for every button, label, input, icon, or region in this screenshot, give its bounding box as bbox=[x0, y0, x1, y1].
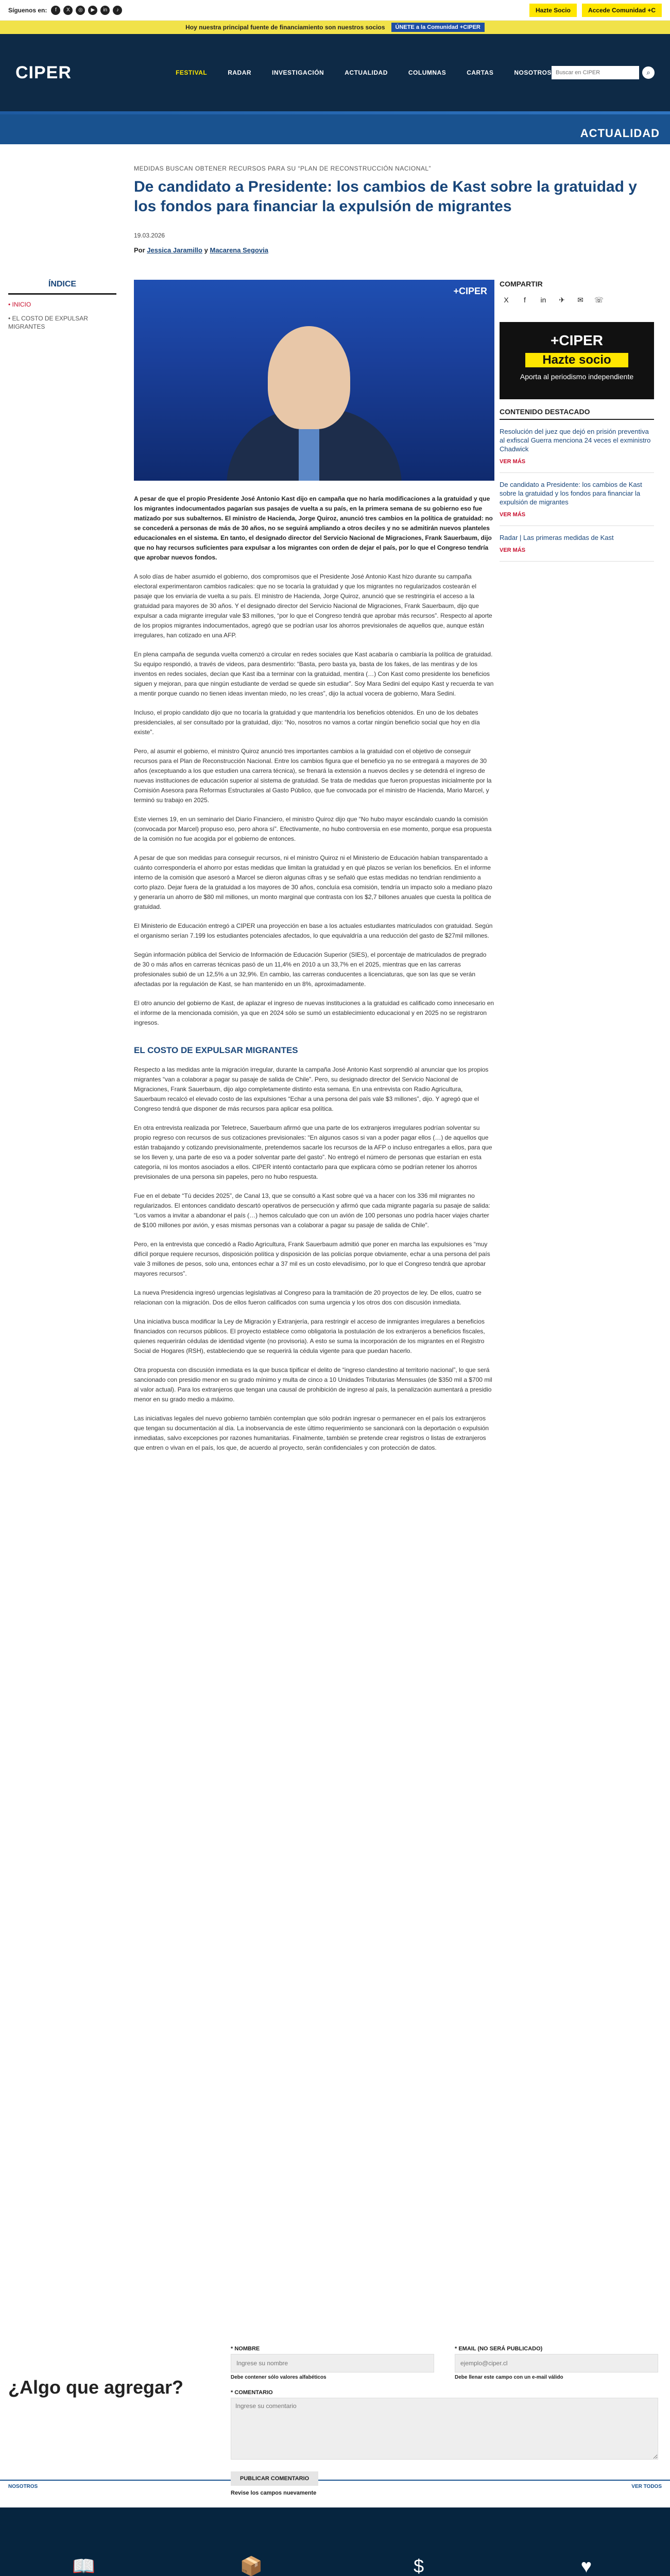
nav-item-festival[interactable]: FESTIVAL bbox=[176, 69, 208, 76]
nav-item-cartas[interactable]: CARTAS bbox=[467, 69, 494, 76]
section-banner bbox=[0, 111, 670, 144]
main-nav bbox=[0, 34, 670, 111]
read-more-link[interactable]: VER MÁS bbox=[500, 459, 526, 465]
hero-image bbox=[134, 280, 494, 481]
article-header bbox=[0, 144, 670, 254]
search-icon[interactable]: ⌕ bbox=[642, 66, 655, 79]
publish-button[interactable]: PUBLICAR COMENTARIO bbox=[231, 2471, 318, 2486]
index-title: ÍNDICE bbox=[8, 280, 116, 295]
view-all-link[interactable]: VER TODOS bbox=[631, 2484, 662, 2489]
section-heading: EL COSTO DE EXPULSAR MIGRANTES bbox=[134, 1045, 298, 1055]
top-bar bbox=[0, 0, 670, 21]
article-body bbox=[134, 280, 494, 1453]
ad-subtitle: Aporta al periodismo independiente bbox=[520, 372, 634, 381]
read-more-link[interactable]: VER MÁS bbox=[500, 547, 526, 553]
section-stripe bbox=[0, 111, 670, 114]
comment-form bbox=[231, 2346, 658, 2496]
nav-menu bbox=[176, 69, 552, 76]
content-layout bbox=[0, 254, 670, 2335]
email-hint: Debe llenar este campo con un e-mail válido bbox=[455, 2375, 563, 2380]
form-error: Revise los campos nuevamente bbox=[231, 2490, 317, 2496]
article-date: 19.03.2026 bbox=[134, 232, 165, 239]
search-input[interactable] bbox=[552, 66, 639, 79]
whatsapp-icon[interactable]: ☏ bbox=[594, 295, 604, 304]
box-icon: 📦 bbox=[239, 2555, 263, 2576]
book-icon: 📖 bbox=[72, 2555, 96, 2576]
article-paragraph: Otra propuesta con discusión inmediata es la que busca tipificar el delito de “ingreso clandestino al territorio nacional”, lo que será sancionado con presidio menor en su grado mínimo y multa de cinco a 10 Unidades Tributarias Mensuales (de $350 mil a $700 mil al valor actual). Para los extranjeros que tengan una causal de prohibición de ingreso al país, la penalización aumentará a presidio menor en su grado medio a máximo. bbox=[134, 1366, 492, 1403]
read-more-link[interactable]: VER MÁS bbox=[500, 512, 526, 518]
article-paragraph: Una iniciativa busca modificar la Ley de Migración y Extranjería, para restringir el acceso de inmigrantes irregulares a beneficios financiados con recursos públicos. El proyecto establece como obligatoria la postulación de los extranjeros a beneficios fiscales, quienes requerirán cédulas de identidad vigente (no provisoria). A esto se suma la incorporación de los migrantes en el Registro Social de Hogares (RSH), estableciendo que se requerirá la cédula vigente para que puedan hacerlo. bbox=[134, 1318, 485, 1354]
linkedin-icon[interactable]: in bbox=[540, 296, 546, 304]
comment-textarea[interactable] bbox=[231, 2398, 658, 2460]
nav-item-actualidad[interactable]: ACTUALIDAD bbox=[345, 69, 388, 76]
promo-text: Hoy nuestra principal fuente de financiamiento son nuestros socios bbox=[185, 24, 385, 31]
telegram-icon[interactable]: ✈ bbox=[559, 295, 565, 304]
name-input[interactable] bbox=[231, 2354, 434, 2372]
article-paragraph: Según información pública del Servicio de Información de Educación Superior (SIES), el porcentaje de matriculados de pregrado de 30 o más años en carreras técnicas pasó de un 11,4% en 2010 a un 33,7% en el 2025, mientras que en las carreras profesionales subió de un 12,5% a un 32,9%. En cambio, las carreras conducentes a licenciaturas, que son las que se verán afectadas por la regulación de Kast, se han mantenido en un 8%, aproximadamente. bbox=[134, 951, 487, 988]
youtube-icon[interactable]: ▶ bbox=[88, 6, 97, 15]
x-icon[interactable]: X bbox=[504, 296, 509, 304]
promo-bar bbox=[0, 21, 670, 34]
index-item-inicio[interactable]: • INICIO bbox=[8, 301, 31, 308]
nav-item-investigacion[interactable]: INVESTIGACIÓN bbox=[272, 69, 324, 76]
card-enviar[interactable] bbox=[167, 2507, 335, 2576]
article-paragraph: El Ministerio de Educación entregó a CIPER una proyección en base a los actuales estudiantes matriculados con gratuidad. Según el organismo serían 7.199 los estudiantes potenciales afectados, lo que equivaldría a una reducción del gasto de $27mil millones. bbox=[134, 922, 493, 939]
article-authors: Por Jessica Jaramillo y Macarena Segovia bbox=[134, 246, 268, 254]
featured-title: CONTENIDO DESTACADO bbox=[500, 408, 654, 420]
article-paragraph: En plena campaña de segunda vuelta comenzó a circular en redes sociales que Kast acabaría o cambiaría la política de gratuidad. Su equipo respondió, a través de videos, para desmentirlo: “Basta, pero basta ya, basta de los fakes, de las mentiras y de los inventos en redes sociales, decían que Kast iba a terminar con la gratuidad, mentira (…) Con Kast como presidente los beneficios siguen y mejoran, para que ningún estudiante de verdad se quede sin estudiar”. Soy Mara Sedini del equipo Kast y recuerda te van a mentir porque cuando no tienen ideas inventan miedo, no les creas”, dijo la actual vocera de gobierno, Mara Sedini. bbox=[134, 651, 494, 697]
email-input[interactable] bbox=[455, 2354, 658, 2372]
facebook-icon[interactable]: f bbox=[51, 6, 60, 15]
nosotros-label: NOSOTROS bbox=[8, 2484, 38, 2489]
name-hint: Debe contener sólo valores alfabéticos bbox=[231, 2375, 327, 2380]
article-paragraph: La nueva Presidencia ingresó urgencias legislativas al Congreso para la tramitación de 20 proyectos de ley. De ellos, cuatro se relacionan con la migración. Dos de ellos fueron calificados con suma urgencia y los otros dos con discusión inmediata. bbox=[134, 1289, 482, 1306]
author-link[interactable]: Jessica Jaramillo bbox=[147, 246, 202, 254]
search-box bbox=[552, 66, 655, 79]
article-paragraph: Pero, en la entrevista que concedió a Radio Agricultura, Frank Sauerbaum admitió que poner en marcha las expulsiones es “muy difícil porque requiere recursos, disposición política y disposición de las policías porque obviamente, echar a una persona del país vale 3 millones de pesos, solo una, entonces echar a 37 mil es un costo elevadísimo, por lo que el Congreso tendrá que aprobar mayores recursos”. bbox=[134, 1241, 490, 1277]
hazte-socio-button[interactable]: Hazte Socio bbox=[529, 4, 577, 17]
email-icon[interactable]: ✉ bbox=[577, 295, 583, 304]
x-icon[interactable]: X bbox=[63, 6, 73, 15]
article-index bbox=[8, 280, 116, 331]
heart-icon: ♥ bbox=[580, 2555, 592, 2576]
accede-comunidad-button[interactable]: Accede Comunidad +C bbox=[582, 4, 662, 17]
author-link[interactable]: Macarena Segovia bbox=[210, 246, 268, 254]
comment-label: * COMENTARIO bbox=[231, 2389, 273, 2396]
article-paragraph: Este viernes 19, en un seminario del Diario Financiero, el ministro Quiroz dijo que “No hubo mayor escándalo cuando la comisión (convocada por Marcel) propuso eso, pero ahora sí”. Efectivamente, no hubo controversia en ese momento, porque esa propuesta de la comisión no fue acogida por el gobierno de entonces. bbox=[134, 816, 492, 842]
hero-figure-head bbox=[268, 326, 350, 429]
article-paragraph: En otra entrevista realizada por Teletrece, Sauerbaum afirmó que una parte de los extranjeros irregulares podrían solventar su propio regreso con recursos de sus cotizaciones previsionales: “En algunos casos si van a poder pagar ellos (…) de aquellos que están trabajando y cotizando previsionalmente, pretendemos sacarle los recursos de la AFP o incluso entregarles a ellos, para que se los lleven y, una parte de eso va a poder solventar parte del gasto”. No entregó el número de personas que estarían en esta categoría, ni los montos asociados a ellos. CIPER intentó contactarlo para que explicara cómo se podrían retener los ahorros previsionales de una persona sin papeles, pero no hubo respuesta. bbox=[134, 1124, 492, 1180]
featured-item[interactable]: Resolución del juez que dejó en prisión preventiva al exfiscal Guerra menciona 24 veces el exministro Chadwick VER MÁS bbox=[500, 427, 654, 473]
promo-cards bbox=[0, 2507, 670, 2576]
ad-cta: Hazte socio bbox=[525, 353, 628, 367]
promo-join-button[interactable]: ÚNETE a la Comunidad +CIPER bbox=[391, 23, 485, 32]
article-paragraph: A solo días de haber asumido el gobierno, dos compromisos que el Presidente José Antonio Kast hizo durante su campaña electoral experimentaron cambios radicales: que no se tocaría la gratuidad y que los migrantes no regularizados costearán el pasaje que los enviaría de vuelta a su país. El ministro de Hacienda, Jorge Quiroz, anunció que se restringiría el acceso a la gratuidad para mayores de 30 años. Y el designado director del Servicio Nacional de Migraciones, Frank Sauerbaum, dijo que expulsar a cada migrante irregular vale $3 millones, “por lo que el Congreso tendrá que aprobar más recursos”. Respecto al aporte de los propios migrantes indocumentados, agregó que se podrían usar los ahorros previsionales de aquellos que, aunque están irregulares, han cotizado en una AFP. bbox=[134, 573, 492, 639]
article-paragraph: Las iniciativas legales del nuevo gobierno también contemplan que sólo podrán ingresar o permanecer en el país los extranjeros que tengan su documentación al día. La inobservancia de este último requerimiento se sancionará con la deportación o expulsión inmediatas, salvo excepciones por razones humanitarias. Finalmente, también se pretende crear registros o listas de extranjeros que entren o vivan en el país, los que, de acuerdo al proyecto, serán confidenciales y con protección de datos. bbox=[134, 1415, 489, 1451]
article-paragraph: Respecto a las medidas ante la migración irregular, durante la campaña José Antonio Kast sorprendió al anunciar que los propios migrantes “van a colaborar a pagar su pasaje de salida de Chile”. Pero, su designado director del Servicio Nacional de Migraciones, Frank Sauerbaum, dijo algo completamente distinto esta semana. En una entrevista con Radio Agricultura, Sauerbaum recalcó el elevado costo de las expulsiones “Echar a una persona del país vale $3 millones”, dijo. Y agregó que el Congreso tendrá que disponer de más recursos para aplicar esa política. bbox=[134, 1066, 489, 1112]
article-paragraph: Fue en el debate “Tú decides 2025”, de Canal 13, que se consultó a Kast sobre qué va a hacer con los 336 mil migrantes no regularizados. El entonces candidato descartó operativos de persecución y afirmó que cada migrante pagaría su pasaje de salida: “Los vamos a invitar a abandonar el país (…) hemos calculado que con un avión de 100 personas uno podría hacer viajes charter de $100 millones por avión, y esas mismas personas van a colaborar a pagar su pasaje de salida de Chile”. bbox=[134, 1192, 490, 1229]
tiktok-icon[interactable]: ♪ bbox=[113, 6, 122, 15]
nav-item-nosotros[interactable]: NOSOTROS bbox=[514, 69, 552, 76]
share-icons bbox=[500, 293, 654, 307]
article-lead: A pesar de que el propio Presidente José Antonio Kast dijo en campaña que no haría modificaciones a la gratuidad y que los migrantes indocumentados pagarían sus pasajes de vuelta a su país, en la primera semana de su gobierno eso fue matizado por sus subalternos. El ministro de Hacienda, Jorge Quiroz, anunció tres cambios en la política de gratuidad: no se concederá a personas de más de 30 años, no se seguirá ampliando a otros deciles y no se admitirán nuevos planteles educacionales en el sistema. En tanto, el designado director del Servicio Nacional de Migraciones, Frank Sauerbaum, dijo que no hay recursos suficientes para expulsar a los migrantes con orden de dejar el país, por lo que el Congreso tendría que aprobar nuevos fondos. bbox=[134, 495, 493, 561]
hero-watermark: +CIPER bbox=[453, 286, 487, 296]
ciper-logo[interactable]: CIPER bbox=[15, 62, 72, 82]
nav-item-columnas[interactable]: COLUMNAS bbox=[408, 69, 446, 76]
featured-item[interactable]: De candidato a Presidente: los cambios de Kast sobre la gratuidad y los fondos para financiar la expulsión de migrantes VER MÁS bbox=[500, 480, 654, 526]
comment-title: ¿Algo que agregar? bbox=[8, 2377, 184, 2398]
article-kicker: MEDIDAS BUSCAN OBTENER RECURSOS PARA SU “PLAN DE RECONSTRUCCIÓN NACIONAL” bbox=[134, 165, 432, 172]
sidebar bbox=[500, 280, 654, 562]
follow-label: Síguenos en: bbox=[8, 6, 47, 14]
section-title: ACTUALIDAD bbox=[580, 127, 660, 140]
index-item-costo[interactable]: • EL COSTO DE EXPULSAR MIGRANTES bbox=[8, 315, 88, 330]
email-label: * EMAIL (NO SERÁ PUBLICADO) bbox=[455, 2346, 543, 2352]
card-financia[interactable] bbox=[335, 2507, 503, 2576]
article-paragraph: El otro anuncio del gobierno de Kast, de aplazar el ingreso de nuevas instituciones a la gratuidad es calificado como innecesario en el informe de la mencionada comisión, ya que en 2024 sólo se sumó un establecimiento educacional y en 2025 no se registraron ingresos. bbox=[134, 999, 494, 1026]
name-label: * NOMBRE bbox=[231, 2346, 260, 2352]
share-title: COMPARTIR bbox=[500, 280, 543, 288]
card-apoyar[interactable] bbox=[503, 2507, 670, 2576]
nav-item-radar[interactable]: RADAR bbox=[228, 69, 252, 76]
ad-title: +CIPER bbox=[551, 332, 603, 348]
article-title: De candidato a Presidente: los cambios de Kast sobre la gratuidad y los fondos para financiar la expulsión de migrantes bbox=[134, 178, 637, 215]
card-libros[interactable] bbox=[0, 2507, 167, 2576]
article-paragraph: Incluso, el propio candidato dijo que no tocaría la gratuidad y que mantendría los beneficios obtenidos. En uno de los debates presidenciales, al ser consultado por la gratuidad, dijo: “No, nosotros no vamos a cortar ningún beneficio social que hoy en día existe”. bbox=[134, 709, 480, 736]
article-paragraph: A pesar de que son medidas para conseguir recursos, ni el ministro Quiroz ni el Ministerio de Educación habían transparentado a cuánto correspondería el ahorro por estas medidas que limitan la gratuidad y en qué plazos se verían los beneficios. En el informe interno de la comisión que asesoró a Marcel se dieron algunas cifras y se señaló que estas medidas no tendrían rendimiento a corto plazo. Dejar fuera de la gratuidad a los mayores de 30 años, concluía esa comisión, tendría un impacto solo a mediano plazo y generaría un ahorro de $80 mil millones, un monto marginal que contrasta con los $2,7 billones anuales que cuesta la política de gratuidad. bbox=[134, 854, 492, 910]
facebook-icon[interactable]: f bbox=[524, 296, 526, 304]
social-icons bbox=[51, 6, 122, 15]
article-paragraph: Pero, al asumir el gobierno, el ministro Quiroz anunció tres importantes cambios a la gratuidad con el objetivo de conseguir recursos para el Plan de Reconstrucción Nacional. Entre los cambios figura que el beneficio ya no se entregará a mayores de 30 años (exceptuando a los que estudien una carrera técnica), se frenará la extensión a nuevos deciles y se detendrá el ingreso de nuevas instituciones de educación superior al sistema de gratuidad. Se trata de medidas que fueron propuestas inicialmente por la Comisión Asesora para Reformas Estructurales al Gasto Público, que fue convocada por el ministro de Hacienda, Mario Marcel, y terminó su trabajo en 2025. bbox=[134, 748, 492, 804]
instagram-icon[interactable]: ◎ bbox=[76, 6, 85, 15]
money-icon: $ bbox=[414, 2555, 424, 2576]
featured-item[interactable]: Radar | Las primeras medidas de Kast VER MÁS bbox=[500, 533, 654, 562]
support-ad[interactable] bbox=[500, 322, 654, 399]
linkedin-icon[interactable]: in bbox=[100, 6, 110, 15]
